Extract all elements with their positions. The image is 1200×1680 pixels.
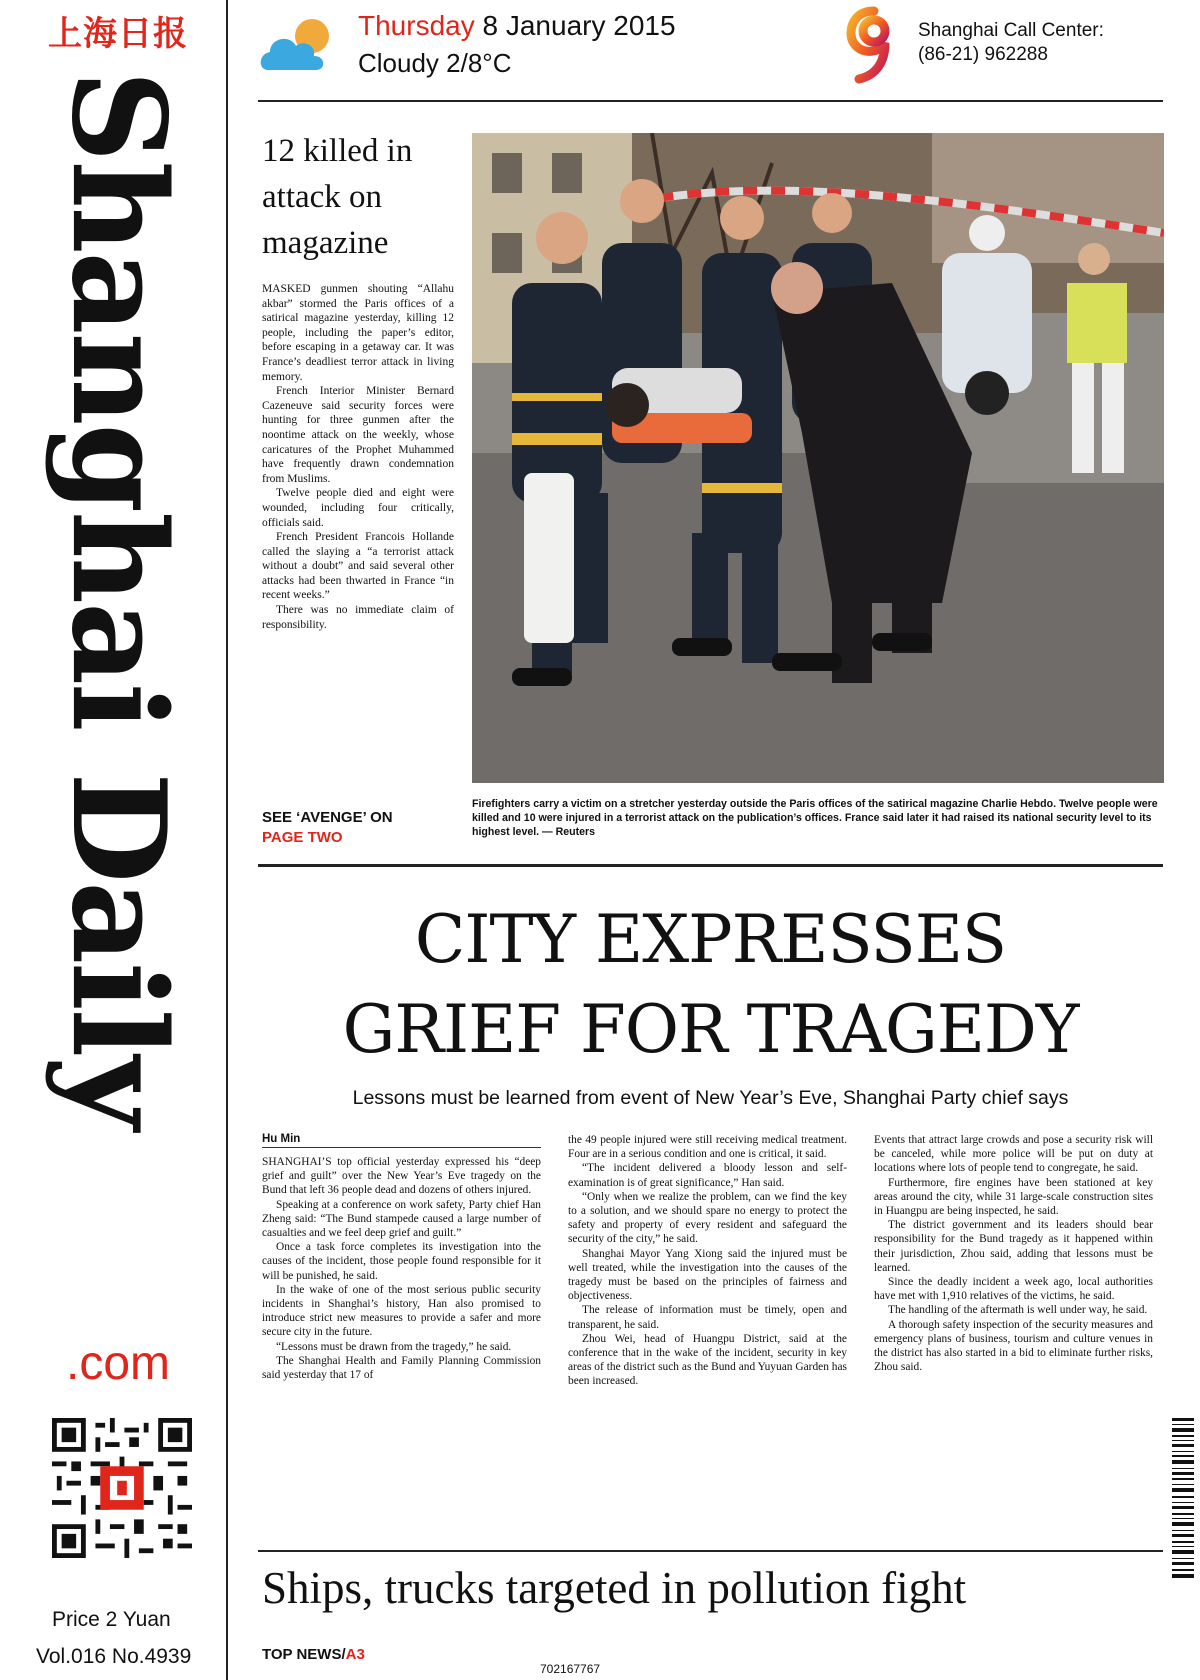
article-paragraph: In the wake of one of the most serious public security incidents in Shanghai’s history, Han also promised to introduce strict new measures to provide a safer and more secure city in the future. — [262, 1283, 541, 1339]
article-paragraph: Zhou Wei, head of Huangpu District, said at the conference that in the wake of the incident, security in key areas of the district such as the Bund and Yuyuan Garden has been increased. — [568, 1332, 847, 1388]
article-column-1 — [262, 1155, 541, 1382]
section-divider — [258, 864, 1163, 867]
article-paragraph: “Only when we realize the problem, can we find the key to a solution, and we should spare no energy to protect the safety and property of every resident and safeguard the security of the city,” he said. — [568, 1190, 847, 1246]
issue-date-text: 8 January 2015 — [482, 10, 676, 41]
cloudy-weather-icon — [258, 14, 338, 76]
top-news-page-link[interactable]: A3 — [345, 1646, 365, 1663]
main-story-subhead: Lessons must be learned from event of New Year’s Eve, Shanghai Party chief says — [352, 1087, 1069, 1109]
article-paragraph: “The incident delivered a bloody lesson and self-examination is of great significance,” Han said. — [568, 1162, 847, 1189]
barcode-number: 702167767 — [540, 1662, 601, 1676]
article-paragraph: the 49 people injured were still receiving medical treatment. Four are in a serious condition and one is critical, it said. — [568, 1134, 847, 1161]
issue-day: Thursday — [358, 10, 475, 41]
article-paragraph: Speaking at a conference on work safety, Party chief Han Zheng said: “The Bund stampede caused a large number of casualties and we feel deep grief and guilt.” — [262, 1198, 541, 1240]
weather-forecast: Cloudy 2/8°C — [358, 48, 512, 78]
article-paragraph: “Lessons must be drawn from the tragedy,” he said. — [276, 1340, 512, 1353]
barcode-icon — [1172, 1418, 1194, 1578]
article-paragraph: Shanghai Mayor Yang Xiong said the injured must be well treated, while the investigation into the causes of the tragedy must be based on the principles of fairness and objectiveness. — [568, 1247, 847, 1303]
article-paragraph: The Shanghai Health and Family Planning Commission said yesterday that 17 of — [262, 1354, 541, 1382]
lead-story-body — [262, 282, 454, 632]
call-center-info — [918, 19, 1104, 67]
bottom-story-headline[interactable]: Ships, trucks targeted in pollution fight — [262, 1563, 967, 1613]
section-divider — [258, 1550, 1163, 1552]
masthead-dotcom: .com — [66, 1337, 171, 1390]
article-paragraph: SHANGHAI’S top official yesterday expressed his “deep grief and guilt” over the New Year’s Eve tragedy on the Bund that left 36 people dead and dozens of others injured. — [262, 1156, 541, 1197]
main-headline-line: CITY EXPRESSES — [414, 901, 1007, 978]
main-story-headline[interactable] — [258, 895, 1163, 1075]
article-paragraph: Once a task force completes its investigation into the causes of the incident, those people found responsible for it will be punished, he said. — [262, 1241, 541, 1282]
see-label: SEE ‘AVENGE’ ON — [262, 809, 393, 826]
main-headline-line: GRIEF FOR TRAGEDY — [342, 991, 1079, 1068]
qr-code-icon[interactable] — [52, 1418, 192, 1558]
article-paragraph: The handling of the aftermath is well under way, he said. — [888, 1304, 1148, 1317]
lead-paragraph: French President Francois Hollande called the slaying a “a terrorist attack without a doubt” and said several other attacks had been thwarted in France “in recent weeks.” — [262, 531, 454, 602]
see-page-link[interactable]: PAGE TWO — [262, 829, 343, 846]
lead-story-headline[interactable]: 12 killed in attack on magazine — [262, 133, 413, 261]
article-paragraph: Since the deadly incident a week ago, local authorities have met with 1,910 relatives of the victims, he said. — [874, 1276, 1153, 1303]
header-divider — [258, 100, 1163, 102]
price-label: Price 2 Yuan — [52, 1608, 171, 1631]
article-paragraph: The release of information must be timely, open and transparent, he said. — [568, 1304, 847, 1331]
lead-paragraph: There was no immediate claim of responsibility. — [262, 604, 454, 631]
top-news-reference[interactable] — [262, 1646, 365, 1663]
continued-reference[interactable] — [262, 808, 393, 848]
top-news-label: TOP NEWS/ — [262, 1646, 346, 1663]
issue-date — [358, 10, 676, 42]
masthead-column — [0, 0, 228, 1680]
chinese-masthead-title: 上海日报 — [48, 14, 188, 54]
article-paragraph: The district government and its leaders should bear responsibility for the Bund tragedy as it happened within their jurisdiction, Zhou said, adding that lessons must be learned. — [874, 1219, 1153, 1274]
article-column-2 — [568, 1133, 847, 1389]
article-paragraph: A thorough safety inspection of the security measures and emergency plans of business, tourism and culture venues in the district has also started in a bid to eliminate further risks, Zhou said. — [874, 1318, 1153, 1374]
lead-paragraph: Twelve people died and eight were wounded, including four critically, officials said. — [262, 487, 454, 529]
lead-paragraph: French Interior Minister Bernard Cazeneuve said security forces were hunting for three gunmen after the noontime attack on the weekly, whose caricatures of the Prophet Muhammed have frequently drawn condemnation from Muslims. — [262, 385, 454, 485]
call-center-label: Shanghai Call Center: — [918, 20, 1104, 41]
lead-news-photo[interactable] — [472, 133, 1164, 783]
article-column-3 — [874, 1133, 1153, 1374]
call-center-number[interactable]: (86-21) 962288 — [918, 44, 1048, 65]
byline: Hu Min — [262, 1133, 541, 1148]
photo-caption: Firefighters carry a victim on a stretcher yesterday outside the Paris offices of the satirical magazine Charlie Hebdo. Twelve people were killed and 10 were injured in a terrorist attack on the publication’s offices. France said later it had raised its national security level to its highest level. — Reuters — [472, 798, 1158, 838]
article-paragraph: Furthermore, fire engines have been stationed at key areas around the city, while 31 large-scale construction sites in Huangpu are being inspected, he said. — [874, 1176, 1153, 1218]
masthead-title: Shanghai Daily — [43, 70, 193, 1128]
article-paragraph: Events that attract large crowds and pose a security risk will be canceled, while more police will be put on duty at locations where lots of people tend to congregate, he said. — [874, 1134, 1153, 1175]
lead-paragraph: MASKED gunmen shouting “Allahu akbar” stormed the Paris offices of a satirical magazine yesterday, killing 12 people, including the paper’s editor, before escaping in a getaway car. It was France’s deadliest terror attack in living memory. — [262, 283, 454, 383]
volume-number: Vol.016 No.4939 — [36, 1645, 192, 1668]
call-center-logo-icon — [845, 5, 903, 85]
